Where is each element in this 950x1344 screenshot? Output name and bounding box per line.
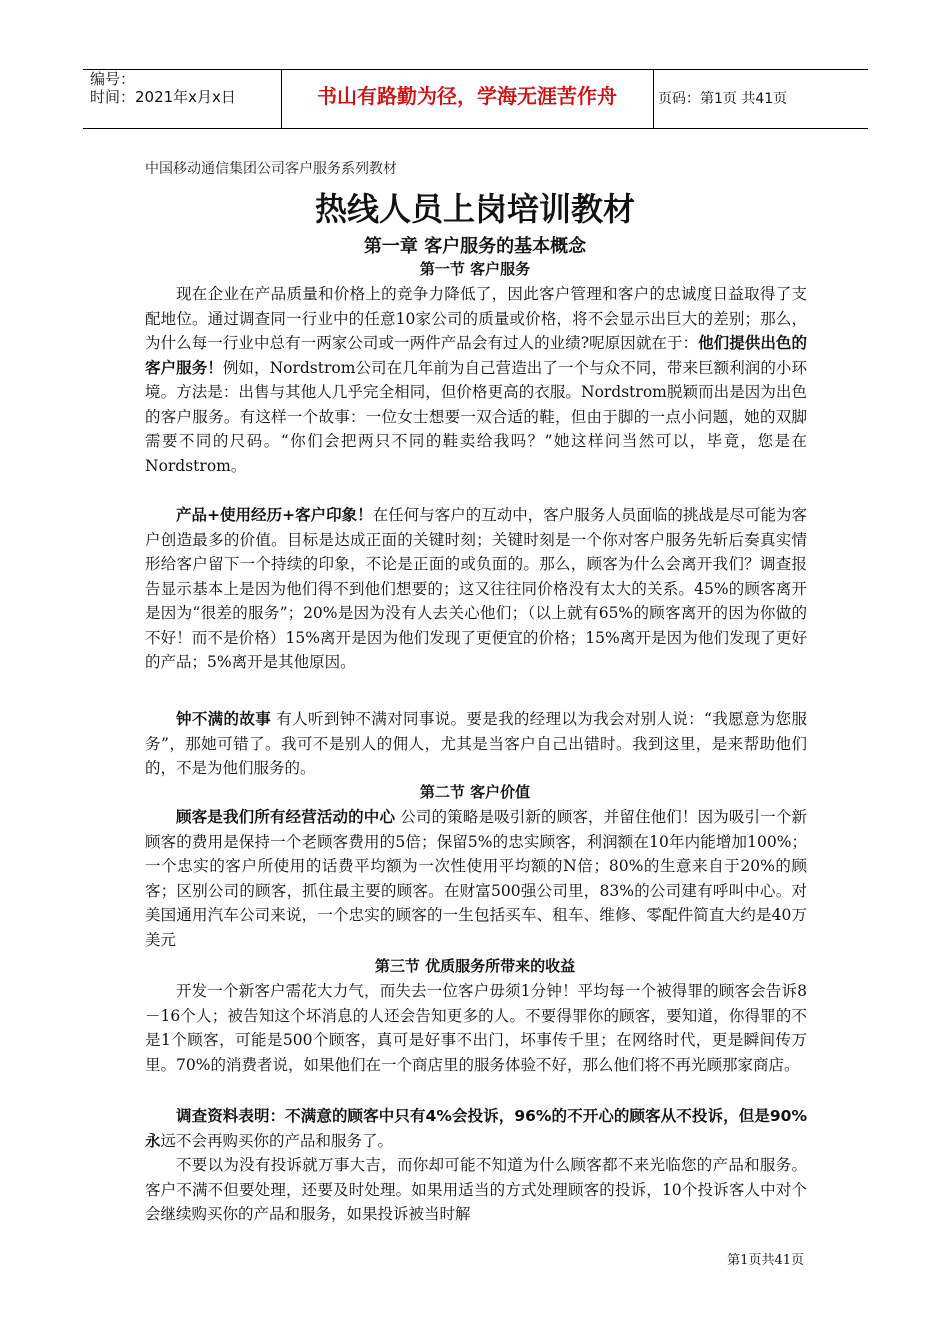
paragraph-5: 开发一个新客户需花大力气，而失去一位客户毋须1分钟！平均每一个被得罪的顾客会告诉8－16个人；被告知这个坏消息的人还会告知更多的人。不要得罪你的顾客，要知道，你得罪的不是1个顾客，可能是500个顾客，真可是好事不出门，坏事传千里；在网络时代，更是瞬间传万里。70%的消费者说，如果他们在一个商店里的服务体验不好，那么他们将不再光顾那家商店。 — [145, 982, 807, 1074]
paragraph-text: 公司的策略是吸引新的顾客，并留住他们！因为吸引一个新顾客的费用是保持一个老顾客费用的5倍；保留5%的忠实顾客，利润额在10年内能增加100%；一个忠实的客户所使用的话费平均额为一次性使用平均额的N倍；80%的生意来自于20%的顾客；区别公司的顾客，抓住最主要的顾客。在财富500强公司里，83%的公司建有呼叫中心。对美国通用汽车公司来说，一个忠实的顾客的一生包括买车、租车、维修、零配件简直大约是40万美元 — [145, 808, 807, 949]
header-divider-right — [653, 69, 654, 128]
paragraph-text: 有人听到钟不满对同事说。要是我的经理以为我会对别人说：“我愿意为您服务”，那她可错了。我可不是别人的佣人，尤其是当客户自己出错时。我到这里，是来帮助他们的，不是为他们服务的。 — [145, 710, 807, 777]
header-time: 时间：2021年x月x日 — [90, 88, 236, 106]
header-info — [90, 70, 275, 106]
paragraph-6 — [145, 1104, 807, 1153]
paragraph-emphasis: 产品+使用经历+客户印象！ — [176, 506, 373, 524]
section-heading-2: 第二节 客户价值 — [419, 783, 531, 801]
paragraph-text: 远不会再购买你的产品和服务了。 — [160, 1131, 394, 1150]
paragraph-emphasis: 钟不满的故事 — [176, 710, 272, 728]
paragraph-text: 例如，Nordstrom公司在几年前为自己营造出了一个与众不同，带来巨额利润的小环境。方法是：出售与其他人几乎完全相同，但价格更高的衣服。Nordstrom脱颖而出是因为出色的客户服务。有这样一个故事：一位女士想要一双合适的鞋，但由于脚的一点小问题，她的双脚需要不同的尺码。“你们会把两只不同的鞋卖给我吗？”她这样问当然可以，毕竟，您是在Nordstrom。 — [145, 358, 807, 475]
paragraph-1 — [145, 282, 807, 478]
paragraph-3 — [145, 707, 807, 781]
header-number: 编号： — [90, 70, 136, 88]
paragraph-emphasis: 顾客是我们所有经营活动的中心 — [176, 808, 396, 826]
document-title: 热线人员上岗培训教材 — [314, 190, 635, 228]
chapter-heading: 第一章 客户服务的基本概念 — [363, 236, 587, 257]
series-name: 中国移动通信集团公司客户服务系列教材 — [145, 161, 397, 177]
paragraph-text: 在任何与客户的互动中，客户服务人员面临的挑战是尽可能为客户创造最多的价值。目标是达成正面的关键时刻；关键时刻是一个你对客户服务先斩后奏真实情形给客户留下一个持续的印象，不论是正面的或负面的。那么，顾客为什么会离开我们？调查报告显示基本上是因为他们得不到他们想要的；这又往往同价格没有太大的关系。45%的顾客离开是因为“很差的服务”；20%是因为没有人去关心他们；（以上就有65%的顾客离开的因为你做的不好！而不是价格）15%离开是因为他们发现了更便宜的价格；15%离开是因为他们发现了更好的产品；5%离开是其他原因。 — [145, 506, 807, 671]
header-bottom-rule — [83, 128, 868, 129]
section-heading-1: 第一节 客户服务 — [419, 260, 531, 278]
section-heading-3: 第三节 优质服务所带来的收益 — [374, 957, 576, 975]
paragraph-2 — [145, 503, 807, 675]
paragraph-emphasis: 他们提供出色的客户服务！ — [145, 334, 807, 377]
footer-page-number: 第1页共41页 — [727, 1253, 804, 1268]
paragraph-text: 现在企业在产品质量和价格上的竞争力降低了，因此客户管理和客户的忠诚度日益取得了支配地位。通过调查同一行业中的任意10家公司的质量或价格，将不会显示出巨大的差别；那么，为什么每一行业中总有一两家公司或一两件产品会有过人的业绩?呢原因就在于： — [145, 285, 807, 352]
header-page-number: 页码：第1页 共41页 — [658, 91, 788, 107]
paragraph-4 — [145, 805, 807, 952]
header-motto: 书山有路勤为径，学海无涯苦作舟 — [317, 84, 617, 108]
paragraph-7: 不要以为没有投诉就万事大吉，而你却可能不知道为什么顾客都不来光临您的产品和服务。客户不满不但要处理，还要及时处理。如果用适当的方式处理顾客的投诉，10个投诉客人中对个会继续购买你的产品和服务，如果投诉被当时解 — [145, 1156, 807, 1223]
header-divider-left — [281, 69, 282, 128]
paragraph-emphasis: 调查资料表明：不满意的顾客中只有4%会投诉，96%的不开心的顾客从不投诉，但是90%永 — [145, 1107, 807, 1150]
